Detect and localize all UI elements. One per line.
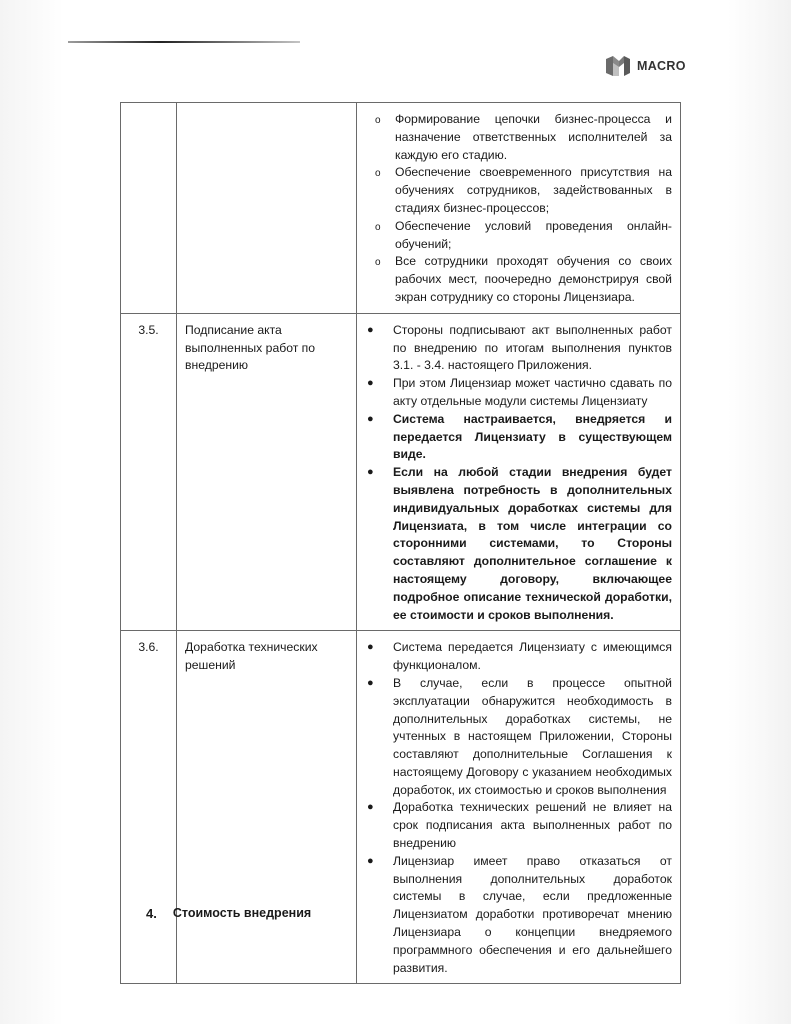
stage-description <box>357 313 681 631</box>
macro-m-logo-icon <box>605 55 631 77</box>
list-item <box>365 411 672 464</box>
list-item-text: Стороны подписывают акт выполненных работ по внедрению по итогам выполнения пунктов 3.1. - 3.4. настоящего Приложения. <box>393 322 672 373</box>
circle-bullet-icon: o <box>375 115 381 126</box>
implementation-stages-table <box>120 102 681 984</box>
list-item-text: Система передается Лицензиату с имеющимся функционалом. <box>393 640 672 673</box>
circle-bullet-icon: o <box>375 168 381 180</box>
list-item-text: Обеспечение своевременного присутствия на обучениях сотрудников, задействованных в стадиях бизнес-процессов; <box>395 165 672 215</box>
list-item-text: Все сотрудники проходят обучения со своих рабочих мест, поочередно демонстрируя свой экран сотруднику со стороны Лицензиара. <box>395 254 672 304</box>
table-row <box>121 631 681 984</box>
dot-bullet-icon: ● <box>367 377 374 390</box>
list-item <box>365 639 672 675</box>
dot-bullet-icon: ● <box>367 676 374 689</box>
section-title: Стоимость внедрения <box>172 906 312 920</box>
list-item <box>365 164 672 217</box>
list-item <box>365 218 672 254</box>
stage-number <box>121 103 177 314</box>
list-item <box>365 375 672 411</box>
stage-number: 3.5. <box>121 313 177 631</box>
section-number: 4. <box>146 906 157 921</box>
list-item <box>365 322 672 375</box>
stage-title: Доработка технических решений <box>177 631 357 984</box>
list-item <box>365 464 672 624</box>
logo-text: MACRO <box>637 59 686 73</box>
section-heading <box>146 906 311 921</box>
list-item-text: В случае, если в процессе опытной эксплуатации обнаружится необходимость в дополнительных доработках системы, не учтенных в настоящем Приложении, Стороны составляют дополнительные Соглашения к настоящему Договору с указанием необходимых доработок, их стоимостью и сроков выполнения <box>393 675 672 797</box>
table-row <box>121 313 681 631</box>
circle-bullet-icon: o <box>375 257 381 269</box>
company-logo <box>605 55 686 77</box>
stage-title: Подписание акта выполненных работ по внедрению <box>177 313 357 631</box>
list-item <box>365 253 672 306</box>
stage-description <box>357 103 681 314</box>
table-row <box>121 103 681 314</box>
list-item-text: Формирование цепочки бизнес-процесса и назначение ответственных исполнителей за каждую его стадию. <box>395 112 672 162</box>
list-item-text: При этом Лицензиар может частично сдавать по акту отдельные модули системы Лицензиату <box>393 376 672 408</box>
stage-description <box>357 631 681 984</box>
circle-bullet-icon: o <box>375 221 381 233</box>
list-item-text: Если на любой стадии внедрения будет выявлена потребность в дополнительных индивидуальных доработках системы для Лицензиата, в том числе интеграции со сторонними системами, то Стороны составляют дополнительное соглашение к настоящему договору, включающее подробное описание технической доработки, ее стоимости и сроков выполнения. <box>393 465 672 622</box>
dot-bullet-icon: ● <box>367 854 374 867</box>
header-rule <box>68 41 300 43</box>
list-item-text: Лицензиар имеет право отказаться от выполнения дополнительных доработок системы в случае, если предложенные Лицензиатом доработки противоречат мнению Лицензиара о концепции внедряемого программного обеспечения и его дальнейшего развития. <box>393 853 672 975</box>
dot-bullet-icon: ● <box>367 641 374 654</box>
bullet-list <box>365 322 672 625</box>
dot-bullet-icon: ● <box>367 323 374 336</box>
dot-bullet-icon: ● <box>367 412 374 425</box>
dot-bullet-icon: ● <box>367 801 374 814</box>
list-item-text: Доработка технических решений не влияет на срок подписания акта выполненных работ по внедрению <box>393 800 672 851</box>
bullet-list <box>365 111 672 307</box>
list-item <box>365 111 672 164</box>
list-item-text: Обеспечение условий проведения онлайн-обучений; <box>395 218 672 251</box>
list-item <box>365 675 672 800</box>
list-item-text: Система настраивается, внедряется и передается Лицензиату в существующем виде. <box>393 411 672 462</box>
list-item <box>365 799 672 852</box>
list-item <box>365 853 672 978</box>
dot-bullet-icon: ● <box>367 466 374 479</box>
stage-title <box>177 103 357 314</box>
bullet-list <box>365 639 672 977</box>
stage-number: 3.6. <box>121 631 177 984</box>
